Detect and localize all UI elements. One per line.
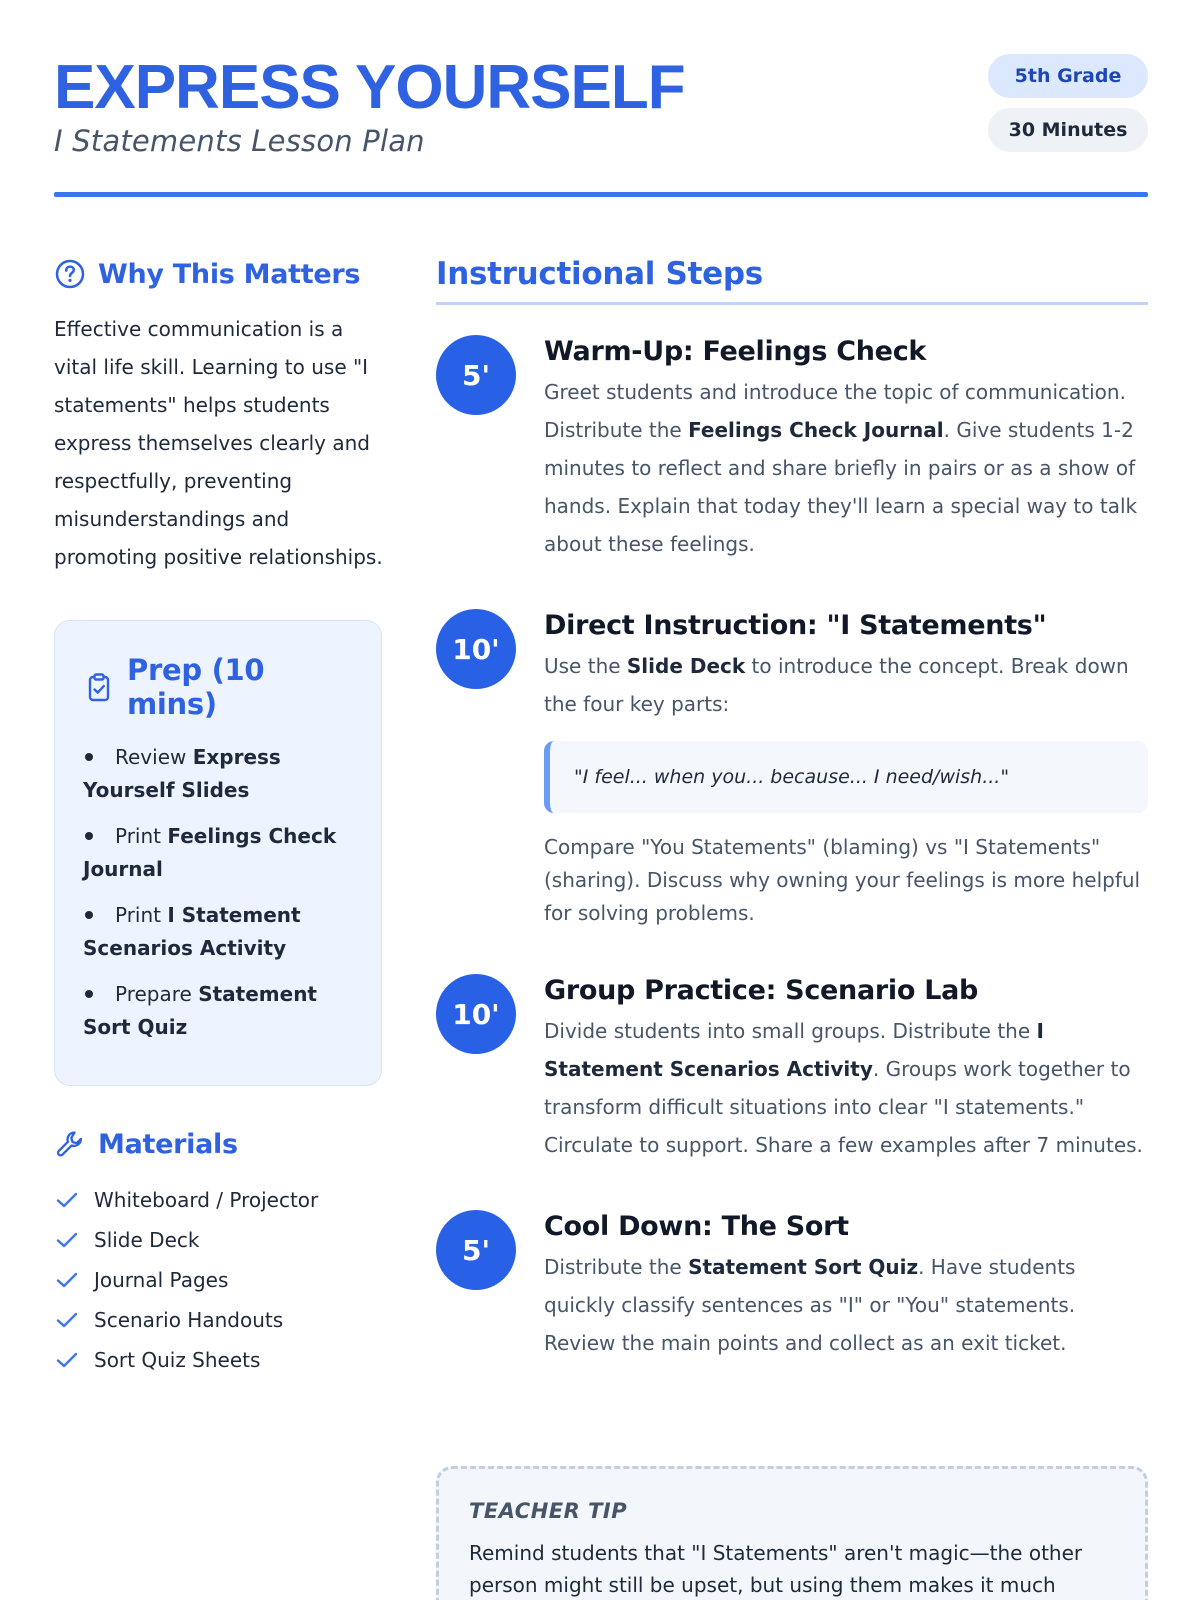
materials-list [54, 1180, 384, 1380]
step-time-badge: 5' [436, 335, 516, 415]
why-text: Effective communication is a vital life skill. Learning to use "I statements" helps students express themselves clearly and respectfully, preventing misunderstandings and promoting positive relationships. [54, 317, 383, 569]
badge-group [988, 54, 1148, 152]
grade-badge: 5th Grade [988, 54, 1148, 98]
materials-heading-row [54, 1128, 384, 1160]
prep-card [54, 620, 382, 1086]
bullet [85, 753, 93, 761]
formula-quote: "I feel... when you... because... I need/wish..." [544, 741, 1148, 813]
step-time-badge: 5' [436, 1210, 516, 1290]
list-item [83, 741, 355, 807]
step-time-badge: 10' [436, 609, 516, 689]
wrench-icon [54, 1128, 86, 1160]
list-item [54, 1300, 384, 1340]
step-text-b: . Groups work together to transform difficult situations into clear "I statements." Circulate to support. Share a few examples after 7 minutes. [544, 1057, 1143, 1157]
step-text-a: Greet students and introduce the topic of communication. Distribute the [544, 380, 1126, 442]
prep-item-verb: Review [115, 745, 187, 769]
step-direct-instruction [436, 609, 1148, 930]
step-text-a: Distribute the [544, 1255, 689, 1279]
step-text-b: . Have students quickly classify sentences as "I" or "You" statements. Review the main points and collect as an exit ticket. [544, 1255, 1076, 1355]
list-item [54, 1220, 384, 1260]
steps-heading: Instructional Steps [436, 256, 1148, 305]
step-time-badge: 10' [436, 974, 516, 1054]
prep-item-bold: I Statement Scenarios Activity [83, 903, 301, 960]
prep-list [83, 741, 355, 1044]
tip-heading: TEACHER TIP [469, 1499, 628, 1523]
step-text-a: Divide students into small groups. Distribute the [544, 1019, 1037, 1043]
step-title: Group Practice: Scenario Lab [544, 975, 979, 1006]
step-text [544, 1012, 1148, 1164]
step-text-b: . Give students 1-2 minutes to reflect and share briefly in pairs or as a show of hands. Explain that today they'll learn a special way to talk about these feelings. [544, 418, 1138, 556]
duration-badge: 30 Minutes [988, 108, 1148, 152]
page-title: EXPRESS YOURSELF [54, 53, 685, 122]
step-title: Cool Down: The Sort [544, 1211, 849, 1242]
prep-item-bold: Statement Sort Quiz [83, 982, 317, 1039]
why-heading-row [54, 258, 384, 290]
prep-heading: Prep (10 mins) [127, 653, 265, 721]
step-text [544, 647, 1148, 723]
step-body [544, 974, 1148, 1164]
step-resource: I Statement Scenarios Activity [544, 1019, 1044, 1081]
step-body [544, 1210, 1148, 1362]
step-body [544, 609, 1148, 930]
bullet [85, 911, 93, 919]
checkmark-icon [54, 1307, 80, 1333]
prep-item-bold: Feelings Check Journal [83, 824, 337, 881]
material-label: Sort Quiz Sheets [94, 1348, 261, 1372]
step-resource: Slide Deck [626, 654, 746, 678]
clipboard-check-icon [83, 671, 115, 703]
material-label: Scenario Handouts [94, 1308, 284, 1332]
list-item [54, 1340, 384, 1380]
prep-item-verb: Prepare [115, 982, 192, 1006]
step-text [544, 373, 1148, 563]
checkmark-icon [54, 1187, 80, 1213]
step-group-practice [436, 974, 1148, 1164]
why-heading: Why This Matters [98, 258, 361, 290]
step-cool-down [436, 1210, 1148, 1362]
step-text-a: Use the [544, 654, 627, 678]
step-title: Direct Instruction: "I Statements" [544, 610, 1047, 641]
checkmark-icon [54, 1227, 80, 1253]
left-column [54, 258, 384, 1380]
header-divider [54, 192, 1148, 197]
step-body [544, 335, 1148, 563]
material-label: Journal Pages [94, 1268, 229, 1292]
step-text-c: Compare "You Statements" (blaming) vs "I Statements" (sharing). Discuss why owning your feelings is more helpful for solving problems. [544, 835, 1141, 925]
step-warm-up [436, 335, 1148, 563]
step-resource: Statement Sort Quiz [688, 1255, 919, 1279]
checkmark-icon [54, 1347, 80, 1373]
page-header [54, 52, 1148, 202]
prep-item-bold: Express Yourself Slides [83, 745, 281, 802]
checkmark-icon [54, 1267, 80, 1293]
page-subtitle: I Statements Lesson Plan [54, 124, 425, 158]
list-item [83, 899, 355, 965]
materials-heading: Materials [98, 1128, 238, 1160]
bullet [85, 990, 93, 998]
material-label: Slide Deck [94, 1228, 200, 1252]
step-title: Warm-Up: Feelings Check [544, 336, 927, 367]
question-circle-icon [54, 258, 86, 290]
right-column [436, 256, 1148, 1362]
prep-heading-row [83, 653, 355, 721]
material-label: Whiteboard / Projector [94, 1188, 319, 1212]
list-item [54, 1260, 384, 1300]
list-item [83, 978, 355, 1044]
prep-item-verb: Print [115, 903, 162, 927]
tip-text: Remind students that "I Statements" aren't magic—the other person might still be upset, but using them makes it much [469, 1541, 1083, 1597]
teacher-tip-card [436, 1466, 1148, 1600]
step-text-b: to introduce the concept. Break down the four key parts: [544, 654, 1129, 716]
materials-section [54, 1128, 384, 1380]
list-item [54, 1180, 384, 1220]
step-resource: Feelings Check Journal [688, 418, 944, 442]
list-item [83, 820, 355, 886]
bullet [85, 832, 93, 840]
prep-item-verb: Print [115, 824, 162, 848]
step-text [544, 1248, 1148, 1362]
